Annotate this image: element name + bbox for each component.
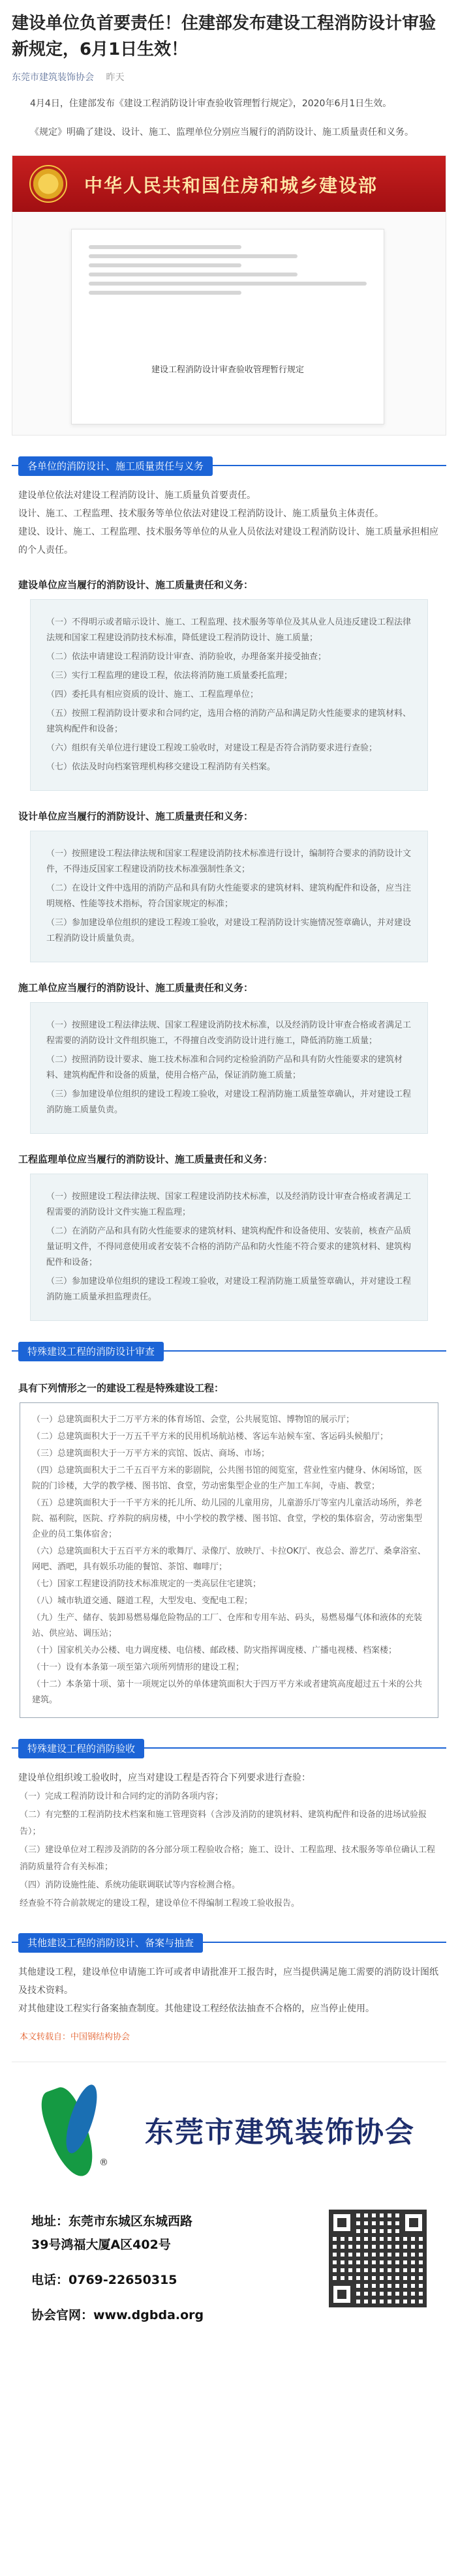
list-item: （二）总建筑面积大于一万五千平方米的民用机场航站楼、客运车站候车室、客运码头候船厅； [32, 1432, 389, 1442]
document-title: 建设工程消防设计审查验收管理暂行规定 [151, 365, 304, 375]
special-projects-list [20, 1402, 438, 1718]
list-item: （一）按照建设工程法律法规、国家工程建设消防技术标准，以及经消防设计审查合格或者满足工程需要的消防设计文件组织施工，不得擅自改变消防设计进行施工，降低消防施工质量； [46, 1020, 412, 1046]
article-title: 建设单位负首要责任！住建部发布建设工程消防设计审验新规定，6月1日生效！ [12, 14, 436, 59]
list-item: （一）不得明示或者暗示设计、施工、工程监理、技术服务等单位及其从业人员违反建设工程法律法规和国家工程建设消防技术标准，降低建设工程消防设计、施工质量； [46, 617, 412, 643]
association-name: 东莞市建筑装饰协会 [145, 2116, 415, 2149]
supervisor-heading: 工程监理单位应当履行的消防设计、施工质量责任和义务： [18, 1153, 273, 1165]
doc-line [89, 254, 298, 258]
doc-line [89, 291, 241, 295]
list-item: （四）消防设施性能、系统功能联调联试等内容检测合格。 [20, 1880, 241, 1890]
doc-line [89, 282, 367, 286]
list-item: （二）有完整的工程消防技术档案和施工管理资料（含涉及消防的建筑材料、建筑构配件和设备的进场试验报告）； [20, 1810, 427, 1837]
list-item: （三）参加建设单位组织的建设工程竣工验收，对建设工程消防施工质量签章确认，并对建设工程消防施工质量负责。 [46, 1089, 412, 1115]
phone: 电话：0769-22650315 [31, 2273, 177, 2287]
list-item: （一）完成工程消防设计和合同约定的消防各项内容； [20, 1792, 224, 1801]
banner-text: 中华人民共和国住房和城乡建设部 [84, 175, 378, 196]
website[interactable]: 协会官网：www.dgbda.org [31, 2308, 204, 2322]
qr-corner [401, 2210, 427, 2236]
list-item: （五）总建筑面积大于一千平方米的托儿所、幼儿园的儿童用房，儿童游乐厅等室内儿童活动场所，养老院、福利院，医院、疗养院的病房楼，中小学校的教学楼、图书馆、食堂，学校的集体宿舍，劳动密集型企业的员工集体宿舍； [32, 1498, 423, 1539]
list-item: （六）总建筑面积大于五百平方米的歌舞厅、录像厅、放映厅、卡拉OK厅、夜总会、游艺厅、桑拿浴室、网吧、酒吧，具有娱乐功能的餐馆、茶馆、咖啡厅； [32, 1547, 426, 1572]
document-preview [71, 229, 384, 424]
list-item: （一）总建筑面积大于二万平方米的体育场馆、会堂，公共展览馆、博物馆的展示厅； [32, 1415, 355, 1425]
supervisor-list [30, 1174, 428, 1321]
list-item: （三）总建筑面积大于一万平方米的宾馆、饭店、商场、市场； [32, 1449, 270, 1458]
list-item: （一）按照建设工程法律法规和国家工程建设消防技术标准进行设计，编制符合要求的消防设计文件，不得违反国家工程建设消防技术标准强制性条文； [46, 849, 412, 874]
section-header [12, 455, 446, 477]
list-item: （二）按照消防设计要求、施工技术标准和合同约定检验消防产品和具有防火性能要求的建筑材料、建筑构配件和设备的质量，使用合格产品，保证消防施工质量； [46, 1055, 403, 1080]
lead-personnel: 建设、设计、施工、工程监理、技术服务等单位的从业人员依法对建设工程消防设计、施工质量承担相应的个人责任。 [18, 527, 438, 555]
spacer [31, 2292, 204, 2303]
list-item: （三）建设单位对工程涉及消防的各分部分项工程验收合格；施工、设计、工程监理、技术服务等单位确认工程消防质量符合有关标准； [20, 1845, 436, 1872]
source-note: 本文转载自：中国钢结构协会 [20, 2032, 130, 2042]
designer-heading: 设计单位应当履行的消防设计、施工质量责任和义务： [18, 810, 254, 822]
list-item: （七）国家工程建设消防技术标准规定的一类高层住宅建筑； [32, 1579, 262, 1589]
list-item: 经查验不符合前款规定的建设工程，建设单位不得编制工程竣工验收报告。 [20, 1899, 300, 1908]
association-logo-icon [31, 2080, 129, 2178]
builder-heading: 建设单位应当履行的消防设计、施工质量责任和义务： [18, 579, 254, 591]
constructor-list [30, 1002, 428, 1134]
lead-builder: 建设单位依法对建设工程消防设计、施工质量负首要责任。 [18, 490, 256, 501]
address-line-1: 地址：东莞市东城区东城西路 [31, 2214, 193, 2228]
spacer [31, 2257, 204, 2268]
publish-date: 昨天 [106, 72, 125, 83]
hero-image [12, 155, 446, 436]
other-projects-paragraph-2: 对其他建设工程实行备案抽查制度。其他建设工程经依法抽查不合格的，应当停止使用。 [18, 2004, 374, 2014]
list-item: （七）依法及时向档案管理机构移交建设工程消防有关档案。 [46, 762, 276, 772]
list-item: （三）实行工程监理的建设工程，依法将消防施工质量委托监理； [46, 671, 293, 681]
doc-line [89, 273, 298, 276]
list-item: （二）在设计文件中选用的消防产品和具有防火性能要求的建筑材料、建筑构配件和设备，应当注明规格、性能等技术指标，符合国家规定的标准； [46, 883, 412, 909]
list-item: （六）组织有关单位进行建设工程竣工验收时，对建设工程是否符合消防要求进行查验； [46, 743, 378, 753]
section-header [12, 1932, 446, 1954]
article-meta [12, 70, 446, 83]
list-item: （十一）设有本条第一项至第六项所列情形的建设工程； [32, 1663, 245, 1672]
section-title: 特殊建设工程的消防设计审查 [18, 1342, 164, 1361]
constructor-heading: 施工单位应当履行的消防设计、施工质量责任和义务： [18, 982, 254, 994]
list-item: （九）生产、储存、装卸易燃易爆危险物品的工厂、仓库和专用车站、码头，易燃易爆气体和液体的充装站、供应站、调压站； [32, 1613, 423, 1638]
lead-subjects: 设计、施工、工程监理、技术服务等单位依法对建设工程消防设计、施工质量负主体责任。 [18, 509, 384, 519]
account-link[interactable]: 东莞市建筑装饰协会 [12, 72, 94, 83]
association-footer [12, 2062, 446, 2345]
list-item: （十二）本条第十项、第十一项规定以外的单体建筑面积大于四万平方米或者建筑高度超过五十米的公共建筑。 [32, 1680, 423, 1705]
contact-row [31, 2210, 427, 2327]
intro-paragraph-1: 4月4日，住建部发布《建设工程消防设计审查验收管理暂行规定》，2020年6月1日生效。 [30, 98, 392, 109]
list-item: （十）国家机关办公楼、电力调度楼、电信楼、邮政楼、防灾指挥调度楼、广播电视楼、档案楼； [32, 1646, 397, 1655]
list-item: （一）按照建设工程法律法规、国家工程建设消防技术标准，以及经消防设计审查合格或者满足工程需要的消防设计文件实施工程监理； [46, 1192, 412, 1217]
qr-corner [329, 2210, 355, 2236]
qr-code-icon[interactable] [329, 2210, 427, 2307]
list-item: （八）城市轨道交通、隧道工程，大型发电、变配电工程； [32, 1596, 253, 1606]
list-item: （五）按照工程消防设计要求和合同约定，选用合格的消防产品和满足防火性能要求的建筑材料、建筑构配件和设备； [46, 709, 412, 734]
builder-list [30, 599, 428, 791]
list-item: （三）参加建设单位组织的建设工程竣工验收，对建设工程消防设计实施情况签章确认，并对建设工程消防设计质量负责。 [46, 918, 412, 943]
ministry-banner [12, 156, 446, 212]
address-line-2: 39号鸿福大厦A区402号 [31, 2238, 171, 2252]
section-title: 其他建设工程的消防设计、备案与抽查 [18, 1933, 203, 1953]
intro-paragraph-2: 《规定》明确了建设、设计、施工、监理单位分别应当履行的消防设计、施工质量责任和义务。 [30, 127, 414, 138]
national-emblem-icon [29, 165, 67, 203]
list-item: （二）依法申请建设工程消防设计审查、消防验收，办理备案并接受抽查； [46, 652, 327, 662]
contact-info [31, 2210, 204, 2327]
doc-line [89, 263, 241, 267]
list-item: （四）委托具有相应资质的设计、施工、工程监理单位； [46, 690, 259, 700]
acceptance-lead: 建设单位组织竣工验收时，应当对建设工程是否符合下列要求进行查验： [18, 1773, 311, 1783]
other-projects-paragraph-1: 其他建设工程，建设单位申请施工许可或者申请批准开工报告时，应当提供满足施工需要的消防设计图纸及技术资料。 [18, 1967, 438, 1996]
logo-row [31, 2080, 427, 2178]
list-item: （四）总建筑面积大于二千五百平方米的影剧院，公共图书馆的阅览室，营业性室内健身、休闲场馆，医院的门诊楼，大学的教学楼、图书馆、食堂，劳动密集型企业的生产加工车间，寺庙、教堂； [32, 1466, 423, 1491]
list-item: （三）参加建设单位组织的建设工程竣工验收，对建设工程消防施工质量签章确认，并对建设工程消防施工质量承担监理责任。 [46, 1277, 412, 1302]
section-header [12, 1738, 446, 1760]
doc-line [89, 245, 241, 249]
section-title: 特殊建设工程的消防验收 [18, 1739, 144, 1758]
acceptance-list [12, 1788, 446, 1912]
section-header [12, 1340, 446, 1363]
section-title: 各单位的消防设计、施工质量责任与义务 [18, 456, 213, 476]
list-item: （二）在消防产品和具有防火性能要求的建筑材料、建筑构配件和设备使用、安装前，核查产品质量证明文件，不得同意使用或者安装不合格的消防产品和防火性能不符合要求的建筑材料、建筑构配件和设备； [46, 1226, 412, 1267]
qr-corner [329, 2281, 355, 2307]
registered-mark: ® [99, 2157, 108, 2168]
special-list-heading: 具有下列情形之一的建设工程是特殊建设工程： [18, 1382, 224, 1394]
designer-list [30, 831, 428, 962]
